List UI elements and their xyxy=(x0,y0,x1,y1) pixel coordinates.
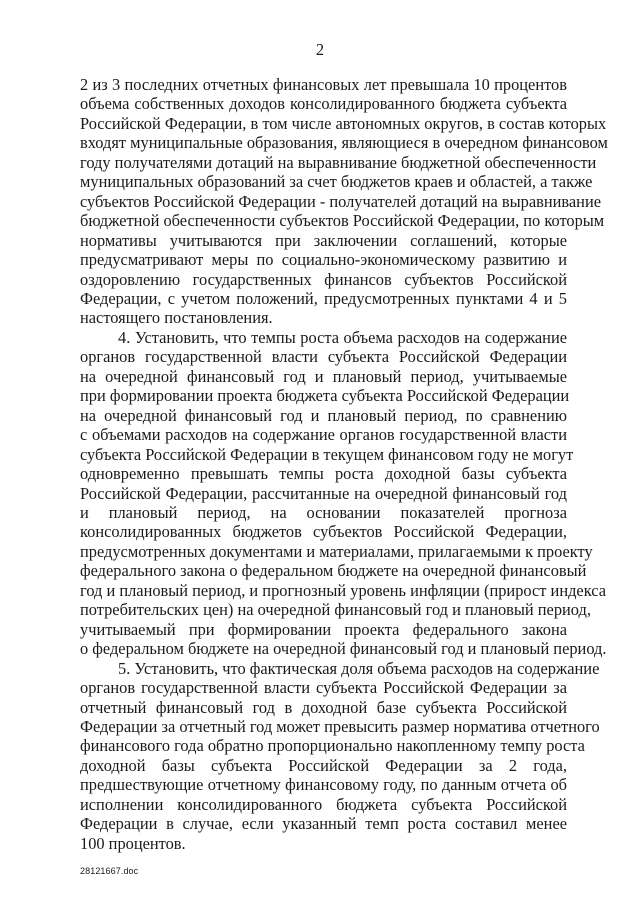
text-line: учитываемый при формировании проекта федерального закона xyxy=(80,619,567,639)
text-line: субъекта Российской Федерации в текущем финансовом году не могут xyxy=(80,444,574,464)
text-line: Российской Федерации, в том числе автономных округов, в состав которых xyxy=(80,113,607,133)
text-line: предусмотренных документами и материалами, прилагаемыми к проекту xyxy=(80,541,593,561)
text-line: консолидированных бюджетов субъектов Российской Федерации, xyxy=(80,522,567,542)
text-line: предшествующие отчетному финансовому году, по данным отчета об xyxy=(80,775,567,795)
text-line: 2 из 3 последних отчетных финансовых лет превышала 10 процентов xyxy=(80,75,567,94)
text-line: предусматривают меры по социально-экономическому развитию и xyxy=(80,250,567,270)
text-line: Федерации в случае, если указанный темп роста составил менее xyxy=(80,814,567,834)
document-file-id: 28121667.doc xyxy=(80,866,139,876)
text-line: финансового года обратно пропорционально накопленному темпу роста xyxy=(80,736,585,756)
paragraph-item-4 xyxy=(80,327,607,659)
text-line: органов государственной власти субъекта Российской Федерации xyxy=(80,347,567,367)
paragraph-item-5 xyxy=(80,658,600,854)
document-body xyxy=(80,75,608,853)
text-line: 4. Установить, что темпы роста объема расходов на содержание xyxy=(118,327,567,347)
text-line: с объемами расходов на содержание органов государственной власти xyxy=(80,425,567,445)
text-line: муниципальных образований за счет бюджетов краев и областей, а также xyxy=(80,172,593,192)
text-line: о федеральном бюджете на очередной финансовый год и плановый период. xyxy=(80,639,607,659)
text-line: 100 процентов. xyxy=(80,833,186,853)
text-line: доходной базы субъекта Российской Федерации за 2 года, xyxy=(80,755,567,775)
text-line: на очередной финансовый год и плановый период, по сравнению xyxy=(80,405,567,425)
text-line: при формировании проекта бюджета субъекта Российской Федерации xyxy=(80,386,570,406)
text-line: настоящего постановления. xyxy=(80,308,273,328)
text-line: году получателями дотаций на выравнивание бюджетной обеспеченности xyxy=(80,152,597,172)
text-line: Федерации за отчетный год может превысить размер норматива отчетного xyxy=(80,716,600,736)
text-line: субъектов Российской Федерации - получателей дотаций на выравнивание xyxy=(80,191,601,211)
page-number: 2 xyxy=(315,40,325,59)
text-line: исполнении консолидированного бюджета субъекта Российской xyxy=(80,794,567,814)
text-line: год и плановый период, и прогнозный уровень инфляции (прирост индекса xyxy=(80,580,607,600)
text-line: оздоровлению государственных финансов субъектов Российской xyxy=(80,269,567,289)
text-line: потребительских цен) на очередной финансовый год и плановый период, xyxy=(80,600,591,620)
text-line: и плановый период, на основании показателей прогноза xyxy=(80,502,567,522)
text-line: органов государственной власти субъекта Российской Федерации за xyxy=(80,678,567,698)
text-line: нормативы учитываются при заключении соглашений, которые xyxy=(80,230,567,250)
text-line: бюджетной обеспеченности субъектов Российской Федерации, по которым xyxy=(80,211,605,231)
text-line: отчетный финансовый год в доходной базе субъекта Российской xyxy=(80,697,567,717)
text-line: входят муниципальные образования, являющиеся в очередном финансовом xyxy=(80,133,608,153)
text-line: Федерации, с учетом положений, предусмотренных пунктами 4 и 5 xyxy=(80,288,567,308)
text-line: Российской Федерации, рассчитанные на очередной финансовый год xyxy=(80,483,567,503)
text-line: 5. Установить, что фактическая доля объема расходов на содержание xyxy=(118,658,600,678)
text-line: объема собственных доходов консолидированного бюджета субъекта xyxy=(80,94,567,114)
text-line: федерального закона о федеральном бюджете на очередной финансовый xyxy=(80,561,587,581)
paragraph-continuation xyxy=(80,75,608,328)
text-line: на очередной финансовый год и плановый период, учитываемые xyxy=(80,366,567,386)
text-line: одновременно превышать темпы роста доходной базы субъекта xyxy=(80,464,567,484)
